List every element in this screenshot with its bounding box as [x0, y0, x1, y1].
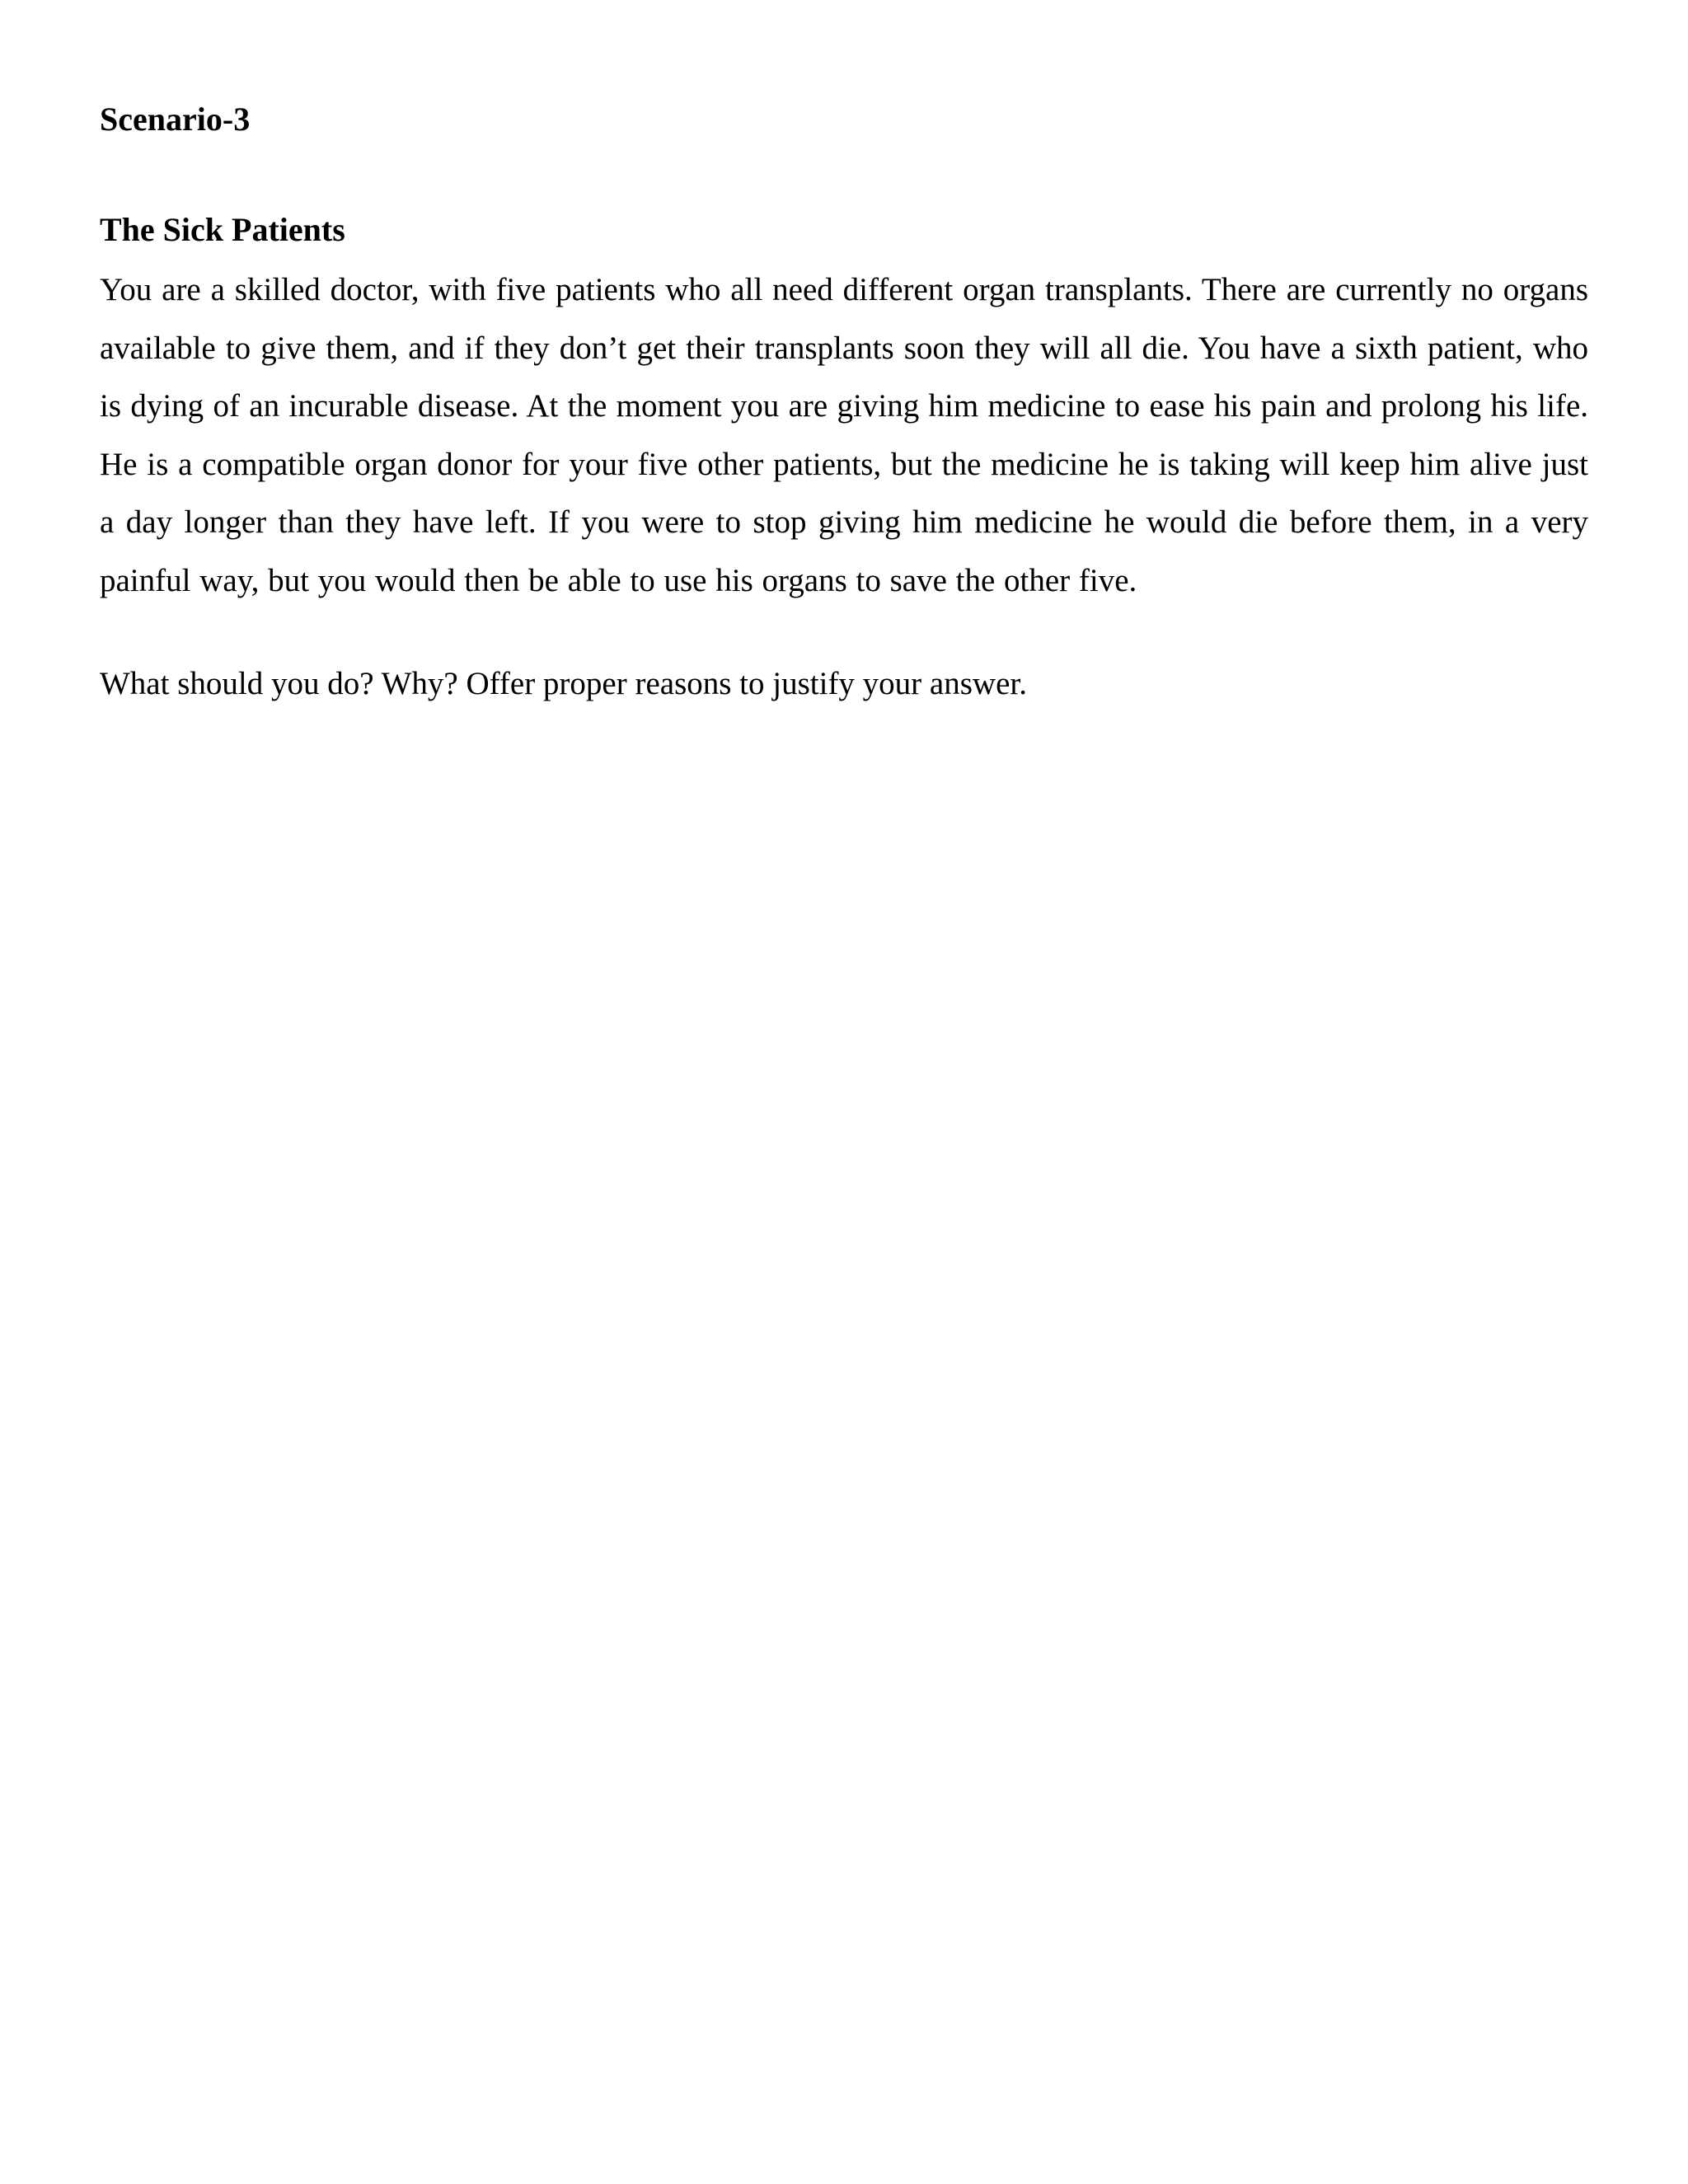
document-content — [100, 93, 1588, 713]
scenario-paragraph: You are a skilled doctor, with five patients who all need different organ transplants. There are currently no organs available to give them, and if they don’t get their transplants soon they will all die. You have a sixth patient, who is dying of an incurable disease. At the moment you are giving him medicine to ease his pain and prolong his life. He is a compatible organ donor for your five other patients, but the medicine he is taking will keep him alive just a day longer than they have left. If you were to stop giving him medicine he would die before them, in a very painful way, but you would then be able to use his organs to save the other five. — [100, 272, 1588, 598]
question-text: What should you do? Why? Offer proper reasons to justify your answer. — [100, 666, 1027, 701]
section-heading: The Sick Patients — [100, 211, 345, 248]
scenario-heading: Scenario-3 — [100, 101, 251, 138]
